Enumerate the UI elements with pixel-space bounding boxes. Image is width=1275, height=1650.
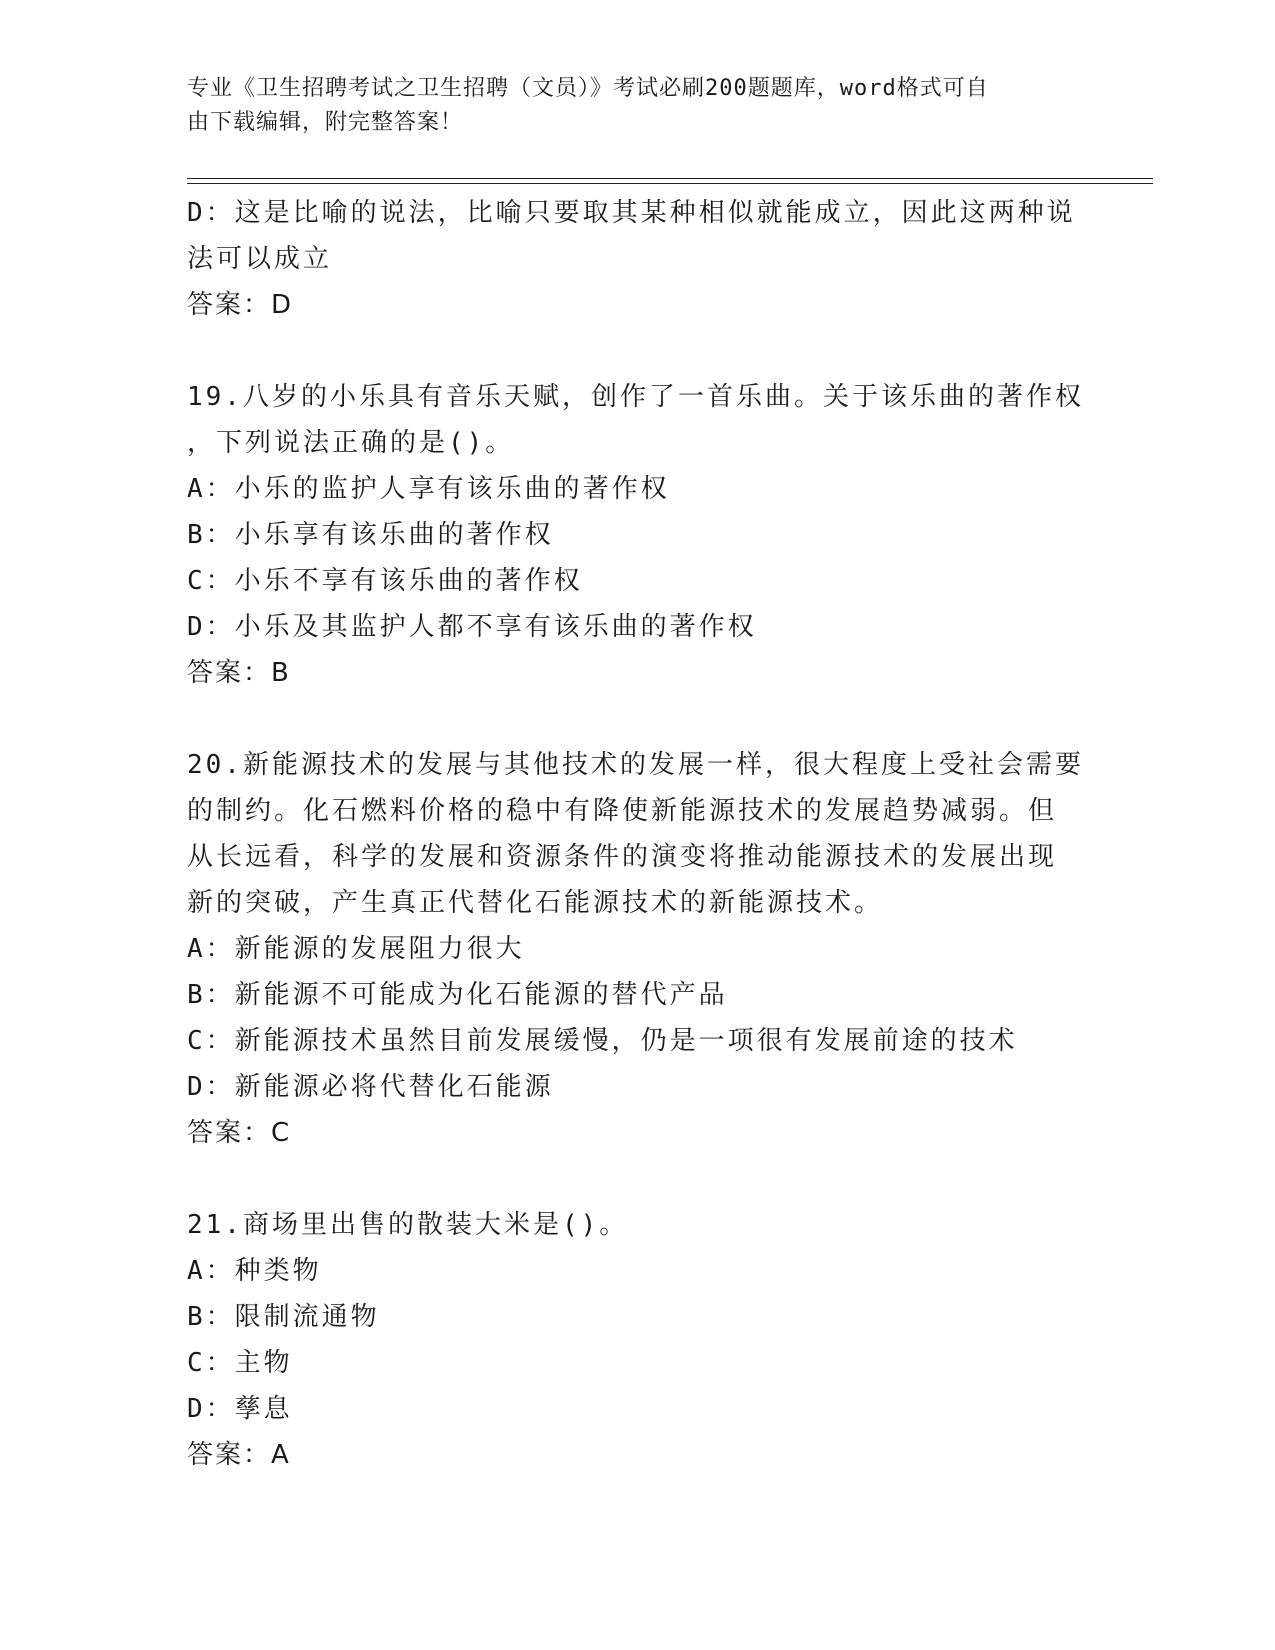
question-21 <box>187 1202 1087 1478</box>
answer-line: 答案：B <box>187 658 291 688</box>
option-b: B：小乐享有该乐曲的著作权 <box>187 520 554 550</box>
question-20 <box>187 742 1087 1156</box>
option-b: B：新能源不可能成为化石能源的替代产品 <box>187 980 728 1010</box>
option-d: D：孳息 <box>187 1394 293 1424</box>
question-19 <box>187 374 1087 696</box>
spacer <box>187 328 1087 374</box>
option-a: A：种类物 <box>187 1256 322 1286</box>
option-d: D：新能源必将代替化石能源 <box>187 1072 554 1102</box>
question-stem-line-2: 的制约。化石燃料价格的稳中有降使新能源技术的发展趋势减弱。但 <box>187 796 1058 826</box>
question-stem-line-3: 从长远看，科学的发展和资源条件的演变将推动能源技术的发展出现 <box>187 842 1058 872</box>
answer-line: 答案：A <box>187 1440 291 1470</box>
question-stem-line-1: 19.八岁的小乐具有音乐天赋，创作了一首乐曲。关于该乐曲的著作权 <box>187 382 1084 412</box>
option-b: B：限制流通物 <box>187 1302 380 1332</box>
header-divider-bottom <box>187 183 1153 184</box>
option-d: D：小乐及其监护人都不享有该乐曲的著作权 <box>187 612 757 642</box>
option-a: A：小乐的监护人享有该乐曲的著作权 <box>187 474 670 504</box>
option-d-line-1: D：这是比喻的说法，比喻只要取其某种相似就能成立，因此这两种说 <box>187 198 1076 228</box>
option-c: C：主物 <box>187 1348 293 1378</box>
option-d-line-2: 法可以成立 <box>187 244 333 274</box>
question-stem-line-4: 新的突破，产生真正代替化石能源技术的新能源技术。 <box>187 888 884 918</box>
answer-line: 答案：C <box>187 1118 292 1148</box>
question-list <box>187 190 1087 1478</box>
option-a: A：新能源的发展阻力很大 <box>187 934 525 964</box>
header-line-1: 专业《卫生招聘考试之卫生招聘（文员）》考试必刷200题题库，word格式可自 <box>187 76 989 101</box>
question-stem-line-2: ，下列说法正确的是()。 <box>187 428 515 458</box>
question-stem-line-1: 20.新能源技术的发展与其他技术的发展一样，很大程度上受社会需要 <box>187 750 1084 780</box>
header-line-2: 由下载编辑，附完整答案！ <box>187 110 464 135</box>
question-18-tail <box>187 190 1087 328</box>
document-header <box>187 72 1067 140</box>
option-c: C：新能源技术虽然目前发展缓慢，仍是一项很有发展前途的技术 <box>187 1026 1018 1056</box>
question-stem-line-1: 21.商场里出售的散装大米是()。 <box>187 1210 629 1240</box>
answer-line: 答案：D <box>187 290 294 320</box>
spacer <box>187 696 1087 742</box>
header-divider-top <box>187 178 1153 179</box>
spacer <box>187 1156 1087 1202</box>
option-c: C：小乐不享有该乐曲的著作权 <box>187 566 583 596</box>
